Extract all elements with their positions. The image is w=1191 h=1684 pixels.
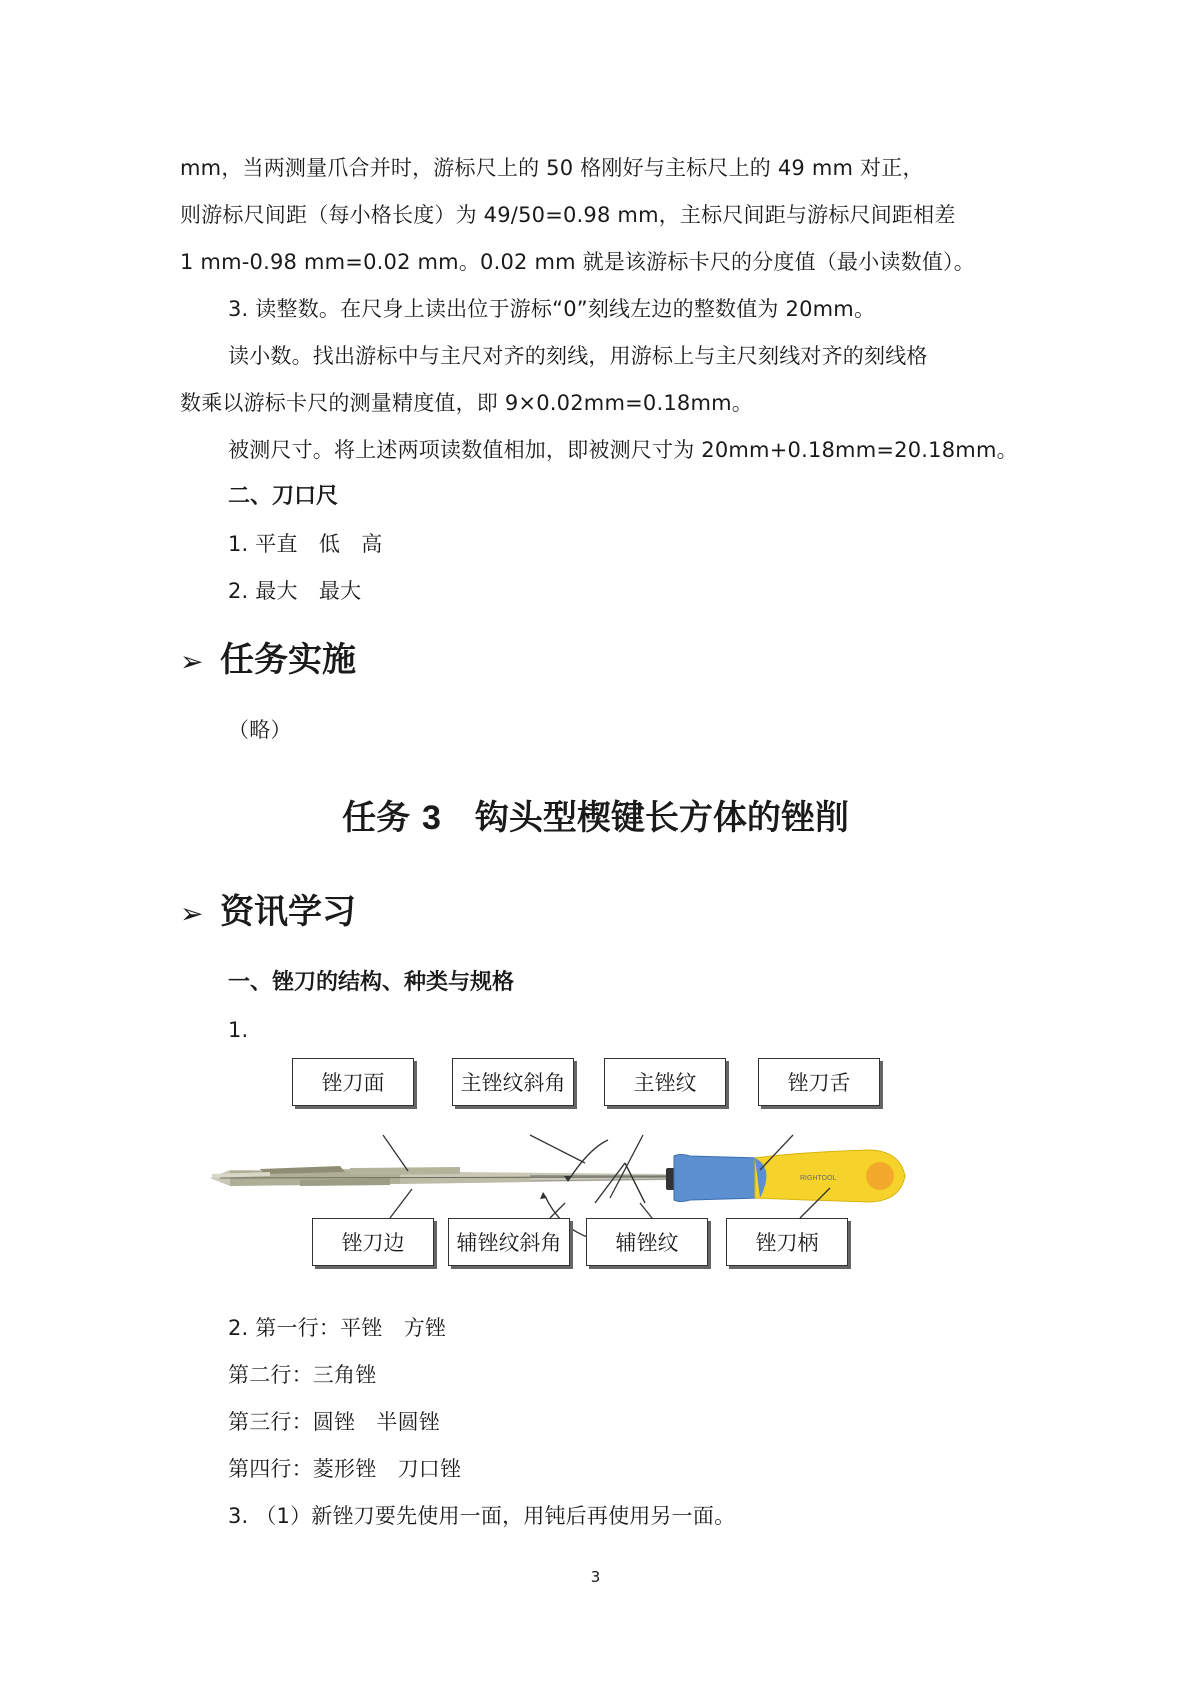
paragraph-line: 数乘以游标卡尺的测量精度值，即 9×0.02mm=0.18mm。 bbox=[180, 391, 753, 415]
paragraph-line: mm，当两测量爪合并时，游标尺上的 50 格刚好与主标尺上的 49 mm 对正， bbox=[180, 156, 924, 180]
file-structure-figure bbox=[200, 1058, 980, 1298]
label-file-tang: 锉刀舌 bbox=[758, 1058, 880, 1106]
page-number: 3 bbox=[590, 1568, 601, 1586]
section-heading-knife-ruler: 二、刀口尺 bbox=[228, 484, 339, 509]
paragraph-line: 被测尺寸。将上述两项读数值相加，即被测尺寸为 20mm+0.18mm=20.18mm。 bbox=[228, 438, 1018, 462]
answer-line: 2. 最大 最大 bbox=[228, 579, 362, 603]
label-main-teeth: 主锉纹 bbox=[604, 1058, 726, 1106]
paragraph-line: 则游标尺间距（每小格长度）为 49/50=0.98 mm，主标尺间距与游标尺间距相差 bbox=[180, 203, 956, 227]
arrow-bullet-icon: ➢ bbox=[180, 897, 204, 930]
task-title: 任务 3 钩头型楔键长方体的锉削 bbox=[342, 798, 849, 838]
heading-info-study bbox=[180, 890, 356, 936]
label-file-face: 锉刀面 bbox=[292, 1058, 414, 1106]
paragraph-line: 1 mm-0.98 mm=0.02 mm。0.02 mm 就是该游标卡尺的分度值（最小读数值）。 bbox=[180, 250, 975, 274]
answer-line: 1. 平直 低 高 bbox=[228, 532, 383, 556]
section-heading-file: 一、锉刀的结构、种类与规格 bbox=[228, 970, 515, 995]
answer-line: 3. （1）新锉刀要先使用一面，用钝后再使用另一面。 bbox=[228, 1504, 736, 1528]
note-omitted: （略） bbox=[228, 718, 292, 742]
answer-line: 第二行：三角锉 bbox=[228, 1363, 377, 1387]
heading-text: 资讯学习 bbox=[220, 892, 356, 932]
paragraph-line: 3. 读整数。在尺身上读出位于游标“0”刻线左边的整数值为 20mm。 bbox=[228, 297, 876, 321]
arrow-bullet-icon: ➢ bbox=[180, 645, 204, 678]
label-main-teeth-angle: 主锉纹斜角 bbox=[452, 1058, 574, 1106]
label-aux-teeth-angle: 辅锉纹斜角 bbox=[448, 1218, 570, 1266]
list-number: 1. bbox=[228, 1018, 249, 1042]
file-blade bbox=[210, 1166, 670, 1186]
answer-line: 2. 第一行：平锉 方锉 bbox=[228, 1316, 447, 1340]
label-aux-teeth: 辅锉纹 bbox=[586, 1218, 708, 1266]
file-handle bbox=[666, 1150, 905, 1202]
answer-line: 第三行：圆锉 半圆锉 bbox=[228, 1410, 440, 1434]
label-file-edge: 锉刀边 bbox=[312, 1218, 434, 1266]
handle-brand-text: RIGHTOOL bbox=[800, 1175, 837, 1182]
label-file-handle: 锉刀柄 bbox=[726, 1218, 848, 1266]
heading-task-implementation bbox=[180, 638, 356, 684]
answer-line: 第四行：菱形锉 刀口锉 bbox=[228, 1457, 462, 1481]
heading-text: 任务实施 bbox=[220, 640, 356, 680]
paragraph-line: 读小数。找出游标中与主尺对齐的刻线，用游标上与主尺刻线对齐的刻线格 bbox=[228, 344, 928, 368]
